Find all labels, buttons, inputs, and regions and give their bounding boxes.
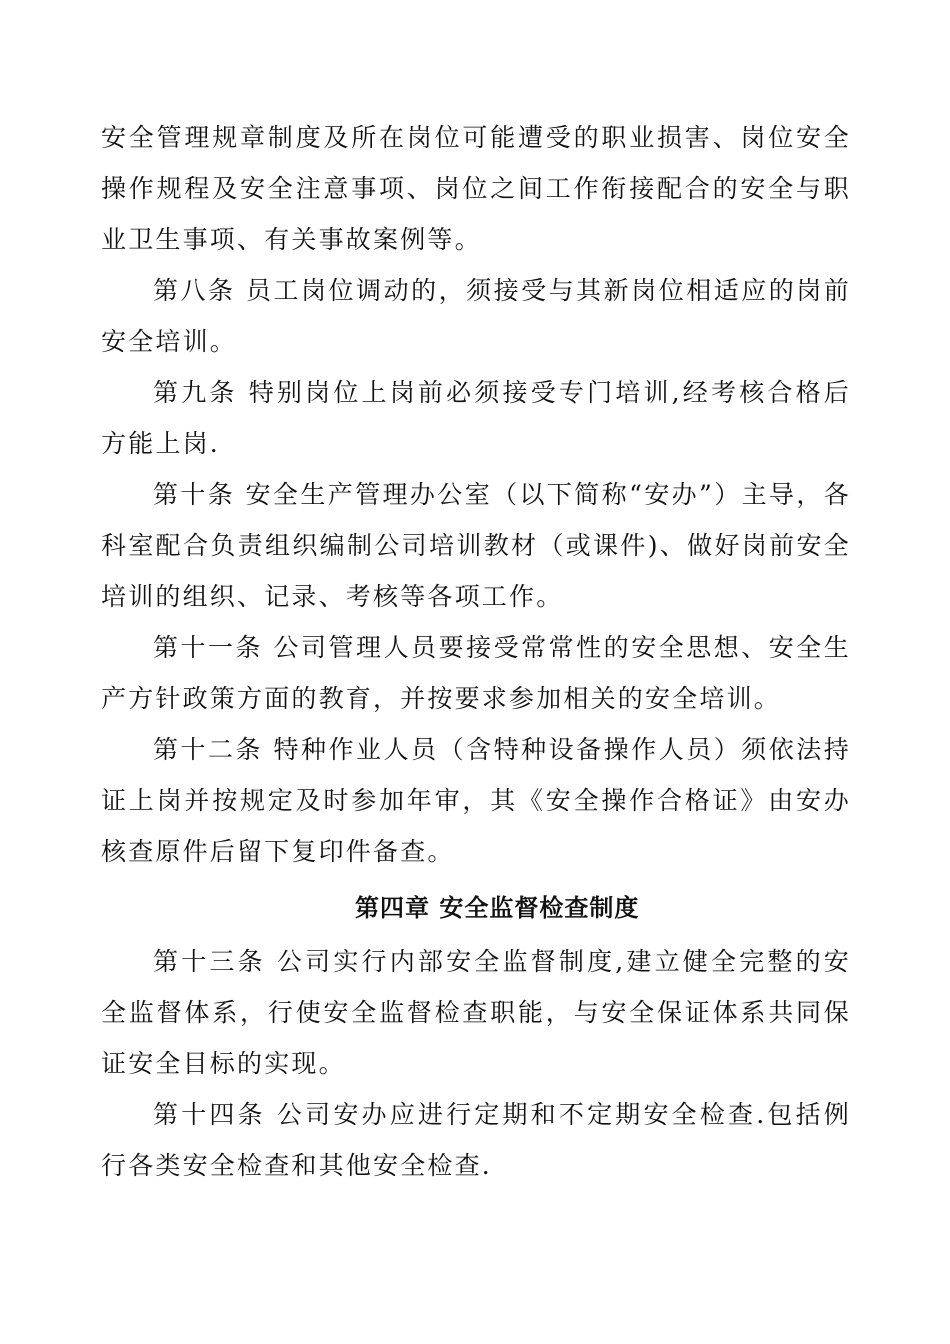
article-14: 第十四条 公司安办应进行定期和不定期安全检查.包括例行各类安全检查和其他安全检查. xyxy=(101,1100,851,1180)
article-10: 第十条 安全生产管理办公室（以下简称“安办”）主导，各科室配合负责组织编制公司培训教材（或课件)、做好岗前安全培训的组织、记录、考核等各项工作。 xyxy=(101,480,851,611)
paragraph-continuation: 安全管理规章制度及所在岗位可能遭受的职业损害、岗位安全操作规程及安全注意事项、岗位之间工作衔接配合的安全与职业卫生事项、有关事故案例等。 xyxy=(101,123,851,254)
document-page xyxy=(101,112,851,1191)
chapter-heading: 第四章 安全监督检查制度 xyxy=(355,894,640,922)
article-9: 第九条 特别岗位上岗前必须接受专门培训,经考核合格后方能上岗. xyxy=(101,378,851,458)
article-12: 第十二条 特种作业人员（含特种设备操作人员）须依法持证上岗并按规定及时参加年审，其《安全操作合格证》由安办核查原件后留下复印件备查。 xyxy=(101,735,851,866)
article-13: 第十三条 公司实行内部安全监督制度,建立健全完整的安全监督体系，行使安全监督检查职能，与安全保证体系共同保证安全目标的实现。 xyxy=(101,947,851,1078)
article-11: 第十一条 公司管理人员要接受常常性的安全思想、安全生产方针政策方面的教育，并按要求参加相关的安全培训。 xyxy=(101,633,851,713)
article-8: 第八条 员工岗位调动的，须接受与其新岗位相适应的岗前安全培训。 xyxy=(101,276,851,356)
